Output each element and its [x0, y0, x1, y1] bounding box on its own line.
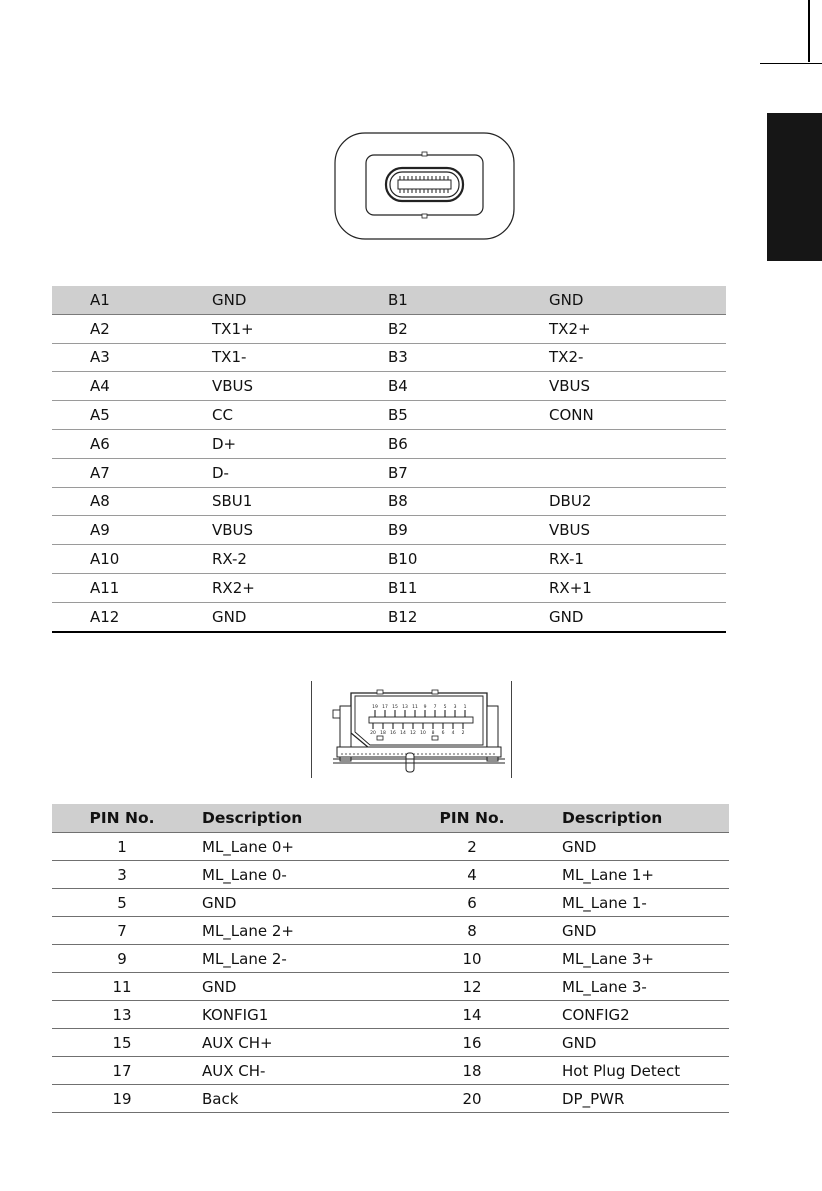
- pin-number: 7: [52, 917, 192, 945]
- table-row: [52, 487, 726, 516]
- a-pin: A5: [52, 401, 212, 430]
- crop-mark-horizontal: [760, 63, 822, 64]
- dp-pin-label: 13: [402, 705, 408, 710]
- a-signal: VBUS: [212, 516, 388, 545]
- pin-number: 6: [392, 889, 552, 917]
- pin-number: 18: [392, 1057, 552, 1085]
- pin-description: ML_Lane 1+: [552, 861, 729, 889]
- b-pin: B5: [388, 401, 549, 430]
- usb-c-connector-illustration: [334, 132, 515, 240]
- displayport-connector-illustration: [311, 681, 512, 778]
- b-pin: B11: [388, 573, 549, 602]
- pin-description: GND: [192, 973, 392, 1001]
- a-pin: A11: [52, 573, 212, 602]
- table-row: [52, 1001, 729, 1029]
- pin-number: 3: [52, 861, 192, 889]
- dp-pin-label: 19: [372, 705, 378, 710]
- dp-pin-label: 2: [461, 731, 465, 736]
- b-pin: B9: [388, 516, 549, 545]
- b-signal: [549, 429, 726, 458]
- table-row: [52, 602, 726, 631]
- dp-pin-label: 6: [441, 731, 445, 736]
- table-row: [52, 401, 726, 430]
- pin-description: Hot Plug Detect: [552, 1057, 729, 1085]
- table-row: [52, 1085, 729, 1113]
- dp-pin-label: 11: [412, 705, 418, 710]
- dp-pin-label: 20: [370, 731, 376, 736]
- pin-number: 10: [392, 945, 552, 973]
- pin-description: GND: [552, 1029, 729, 1057]
- pin-description: ML_Lane 3+: [552, 945, 729, 973]
- a-signal: SBU1: [212, 487, 388, 516]
- pin-number: 13: [52, 1001, 192, 1029]
- pin-number: 9: [52, 945, 192, 973]
- b-signal: [549, 458, 726, 487]
- table-row: [52, 917, 729, 945]
- b-pin: B8: [388, 487, 549, 516]
- a-pin: A10: [52, 545, 212, 574]
- dp-pin-label: 8: [431, 731, 435, 736]
- table-row: [52, 429, 726, 458]
- pin-description: ML_Lane 0+: [192, 833, 392, 861]
- table-row: [52, 1029, 729, 1057]
- table-row: [52, 833, 729, 861]
- pin-description: ML_Lane 2-: [192, 945, 392, 973]
- table-row: [52, 372, 726, 401]
- pin-description: GND: [192, 889, 392, 917]
- a-pin: A6: [52, 429, 212, 458]
- header-pin-no: PIN No.: [52, 804, 192, 833]
- table-row: [52, 1057, 729, 1085]
- pin-description: GND: [552, 833, 729, 861]
- dp-pin-label: 5: [443, 705, 447, 710]
- table-row: [52, 889, 729, 917]
- b-signal: TX2-: [549, 343, 726, 372]
- b-pin: B10: [388, 545, 549, 574]
- b-pin: B2: [388, 314, 549, 343]
- pin-description: GND: [552, 917, 729, 945]
- b-signal: TX2+: [549, 314, 726, 343]
- table-row: [52, 945, 729, 973]
- pin-number: 4: [392, 861, 552, 889]
- a-signal: GND: [212, 602, 388, 631]
- a-signal: GND: [212, 286, 388, 314]
- a-signal: VBUS: [212, 372, 388, 401]
- pin-number: 19: [52, 1085, 192, 1113]
- table-row: [52, 861, 729, 889]
- pin-description: CONFIG2: [552, 1001, 729, 1029]
- dp-pin-label: 3: [453, 705, 457, 710]
- table-row: [52, 286, 726, 314]
- a-pin: A7: [52, 458, 212, 487]
- table-row: [52, 973, 729, 1001]
- pin-number: 12: [392, 973, 552, 1001]
- dp-pin-label: 10: [420, 731, 426, 736]
- pin-description: AUX CH-: [192, 1057, 392, 1085]
- usb-c-pinout-table: [52, 286, 726, 633]
- dp-pin-label: 14: [400, 731, 406, 736]
- a-signal: D-: [212, 458, 388, 487]
- a-pin: A3: [52, 343, 212, 372]
- b-pin: B6: [388, 429, 549, 458]
- pin-number: 8: [392, 917, 552, 945]
- a-signal: CC: [212, 401, 388, 430]
- dp-pin-label: 1: [463, 705, 467, 710]
- b-signal: GND: [549, 286, 726, 314]
- table-row: [52, 314, 726, 343]
- a-pin: A1: [52, 286, 212, 314]
- a-pin: A2: [52, 314, 212, 343]
- header-description: Description: [552, 804, 729, 833]
- table-row: [52, 458, 726, 487]
- pin-number: 5: [52, 889, 192, 917]
- dp-pin-label: 16: [390, 731, 396, 736]
- dp-pin-label: 4: [451, 731, 455, 736]
- pin-number: 17: [52, 1057, 192, 1085]
- pin-number: 11: [52, 973, 192, 1001]
- b-pin: B1: [388, 286, 549, 314]
- pin-description: DP_PWR: [552, 1085, 729, 1113]
- dp-pin-label: 12: [410, 731, 416, 736]
- table-row: [52, 573, 726, 602]
- displayport-pinout-table: [52, 804, 729, 1113]
- pin-description: ML_Lane 3-: [552, 973, 729, 1001]
- pin-description: ML_Lane 2+: [192, 917, 392, 945]
- language-side-tab: [767, 113, 822, 261]
- b-signal: CONN: [549, 401, 726, 430]
- pin-number: 15: [52, 1029, 192, 1057]
- pin-description: ML_Lane 1-: [552, 889, 729, 917]
- b-pin: B4: [388, 372, 549, 401]
- dp-pin-label: 7: [433, 705, 437, 710]
- table-row: [52, 545, 726, 574]
- table-header-row: [52, 804, 729, 833]
- a-signal: RX2+: [212, 573, 388, 602]
- pin-description: AUX CH+: [192, 1029, 392, 1057]
- dp-pin-label: 15: [392, 705, 398, 710]
- dp-pin-label: 17: [382, 705, 388, 710]
- a-pin: A8: [52, 487, 212, 516]
- a-pin: A12: [52, 602, 212, 631]
- pin-number: 2: [392, 833, 552, 861]
- a-signal: D+: [212, 429, 388, 458]
- b-pin: B12: [388, 602, 549, 631]
- pin-number: 1: [52, 833, 192, 861]
- pin-number: 14: [392, 1001, 552, 1029]
- pin-description: Back: [192, 1085, 392, 1113]
- b-signal: RX+1: [549, 573, 726, 602]
- b-pin: B3: [388, 343, 549, 372]
- header-pin-no: PIN No.: [392, 804, 552, 833]
- b-pin: B7: [388, 458, 549, 487]
- crop-mark-vertical: [808, 0, 810, 62]
- a-signal: TX1+: [212, 314, 388, 343]
- dp-pin-label: 18: [380, 731, 386, 736]
- dp-pin-label: 9: [423, 705, 427, 710]
- pin-description: ML_Lane 0-: [192, 861, 392, 889]
- pin-number: 20: [392, 1085, 552, 1113]
- b-signal: RX-1: [549, 545, 726, 574]
- a-signal: TX1-: [212, 343, 388, 372]
- b-signal: DBU2: [549, 487, 726, 516]
- a-pin: A4: [52, 372, 212, 401]
- b-signal: VBUS: [549, 372, 726, 401]
- pin-number: 16: [392, 1029, 552, 1057]
- table-row: [52, 516, 726, 545]
- a-pin: A9: [52, 516, 212, 545]
- table-row: [52, 343, 726, 372]
- header-description: Description: [192, 804, 392, 833]
- a-signal: RX-2: [212, 545, 388, 574]
- b-signal: GND: [549, 602, 726, 631]
- b-signal: VBUS: [549, 516, 726, 545]
- pin-description: KONFIG1: [192, 1001, 392, 1029]
